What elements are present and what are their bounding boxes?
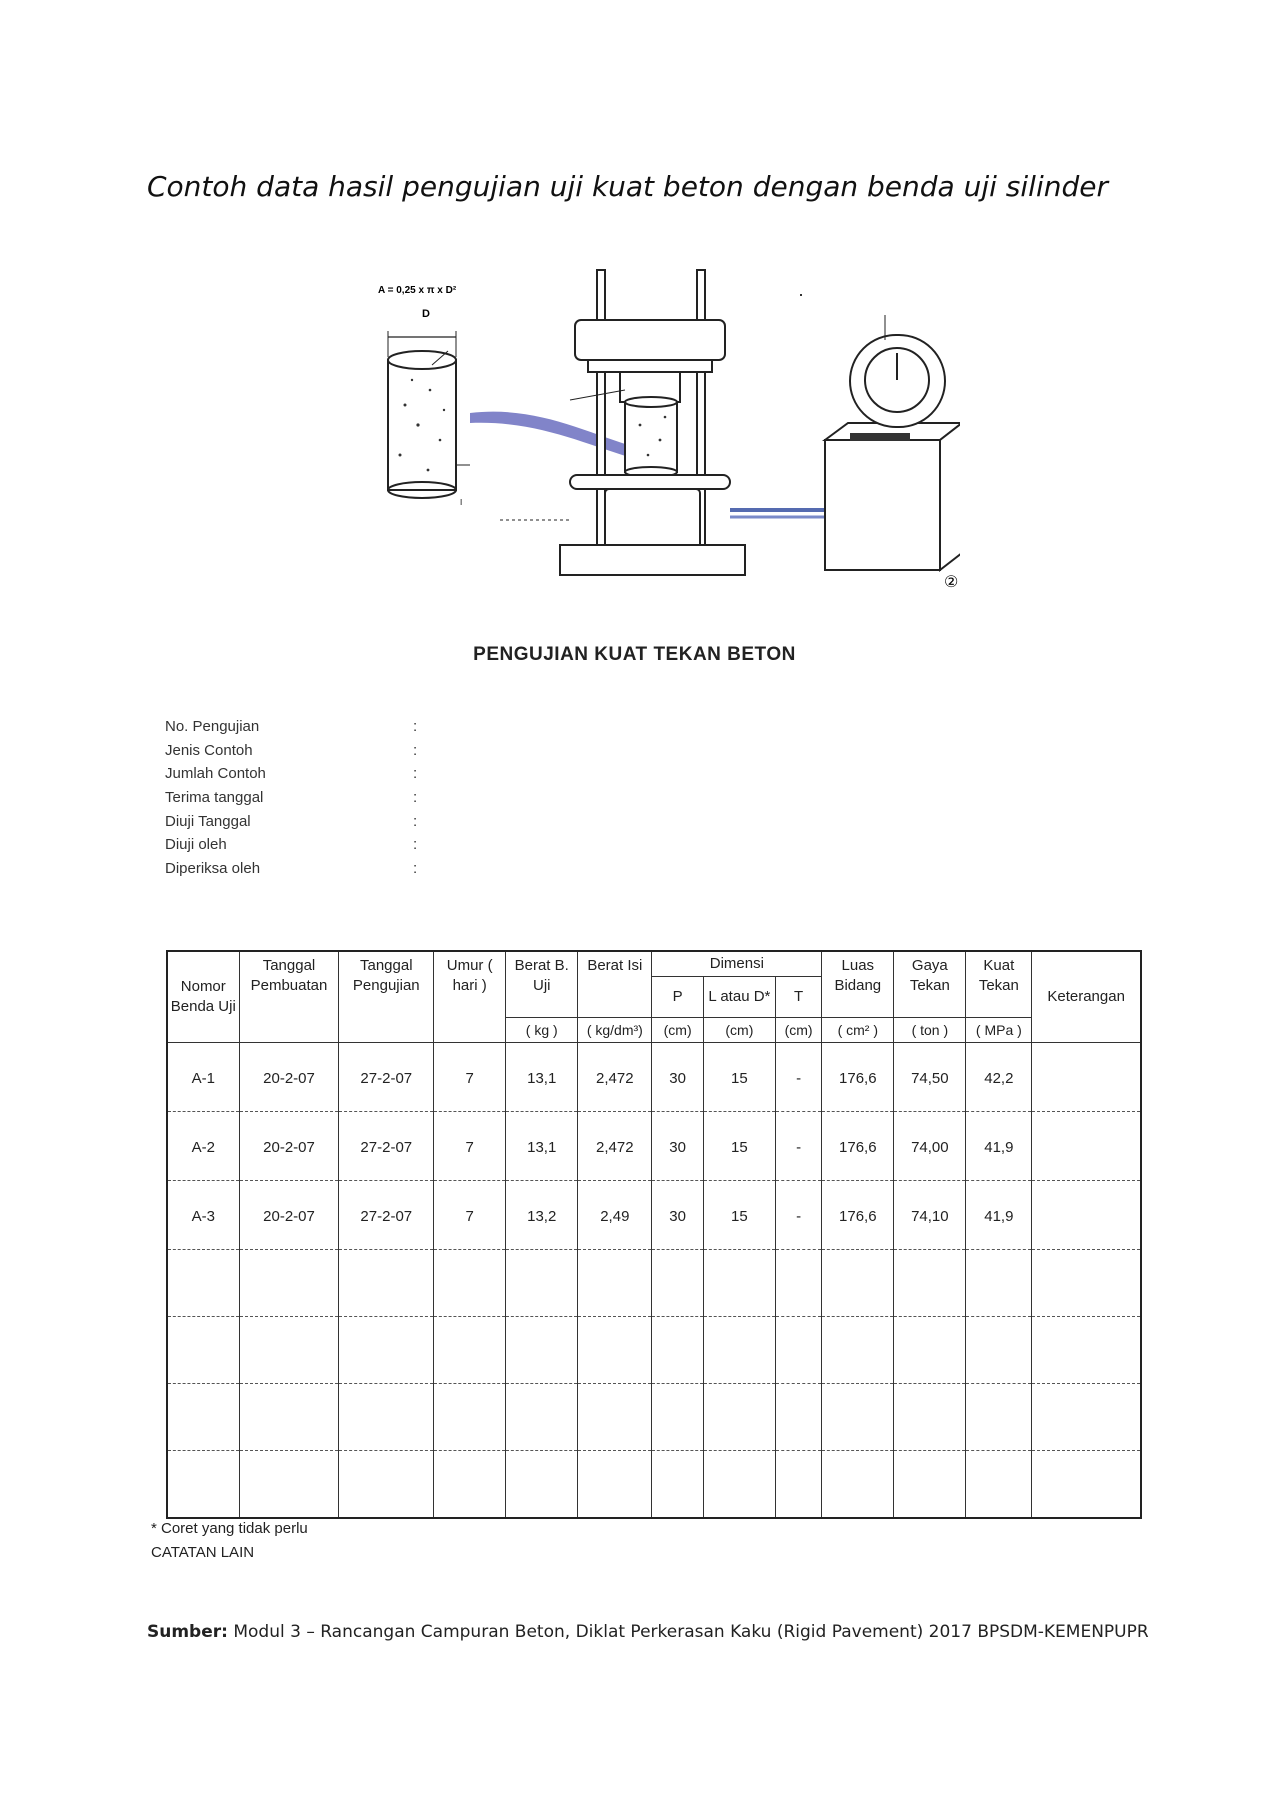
cell-berat-uji: 13,1 bbox=[506, 1043, 578, 1112]
unit-t: (cm) bbox=[775, 1018, 821, 1043]
unit-berat-uji: ( kg ) bbox=[506, 1018, 578, 1043]
cell-berat-isi: 2,472 bbox=[578, 1043, 652, 1112]
table-row-empty bbox=[167, 1451, 1141, 1519]
header-p: P bbox=[652, 977, 703, 1018]
field-jumlah-contoh: Jumlah Contoh : bbox=[165, 765, 418, 783]
cell-tgl-pembuatan: 20-2-07 bbox=[239, 1181, 339, 1250]
cell-t: - bbox=[775, 1181, 821, 1250]
cell-berat-uji: 13,1 bbox=[506, 1112, 578, 1181]
cell-gaya: 74,10 bbox=[894, 1181, 966, 1250]
cell-kuat: 42,2 bbox=[966, 1043, 1032, 1112]
cell-berat-uji: 13,2 bbox=[506, 1181, 578, 1250]
table-body bbox=[167, 1043, 1141, 1519]
cell-umur: 7 bbox=[434, 1181, 506, 1250]
page-caption: Contoh data hasil pengujian uji kuat beton dengan benda uji silinder bbox=[147, 170, 1108, 203]
cell-tgl-pengujian: 27-2-07 bbox=[339, 1043, 434, 1112]
cell-tgl-pembuatan: 20-2-07 bbox=[239, 1043, 339, 1112]
table-notes bbox=[151, 1520, 308, 1568]
diameter-label: D bbox=[422, 308, 430, 320]
unit-l-d: (cm) bbox=[703, 1018, 775, 1043]
header-tgl-pengujian: Tanggal Pengujian bbox=[339, 951, 434, 1043]
cell-luas: 176,6 bbox=[822, 1112, 894, 1181]
cell-l-d: 15 bbox=[703, 1043, 775, 1112]
field-terima-tanggal: Terima tanggal : bbox=[165, 789, 418, 807]
field-diuji-oleh: Diuji oleh : bbox=[165, 836, 418, 854]
field-diuji-tanggal: Diuji Tanggal : bbox=[165, 812, 418, 830]
unit-luas: ( cm² ) bbox=[822, 1018, 894, 1043]
cell-keterangan bbox=[1032, 1043, 1141, 1112]
cell-keterangan bbox=[1032, 1112, 1141, 1181]
source-label: Sumber: bbox=[147, 1622, 228, 1642]
area-formula: A = 0,25 x π x D² bbox=[378, 285, 457, 296]
note-coret: * Coret yang tidak perlu bbox=[151, 1520, 308, 1537]
cell-luas: 176,6 bbox=[822, 1181, 894, 1250]
unit-kuat: ( MPa ) bbox=[966, 1018, 1032, 1043]
field-no-pengujian: No. Pengujian : bbox=[165, 718, 418, 735]
cell-t: - bbox=[775, 1112, 821, 1181]
cell-kuat: 41,9 bbox=[966, 1181, 1032, 1250]
table-row-empty bbox=[167, 1317, 1141, 1384]
header-berat-uji: Berat B. Uji bbox=[506, 951, 578, 1018]
cell-p: 30 bbox=[652, 1112, 703, 1181]
cell-berat-isi: 2,49 bbox=[578, 1181, 652, 1250]
cell-p: 30 bbox=[652, 1043, 703, 1112]
cell-p: 30 bbox=[652, 1181, 703, 1250]
test-results-table-wrapper bbox=[166, 950, 1142, 1514]
header-dimensi: Dimensi bbox=[652, 951, 822, 977]
test-info-fields bbox=[165, 718, 425, 884]
cell-keterangan bbox=[1032, 1181, 1141, 1250]
cell-t: - bbox=[775, 1043, 821, 1112]
header-tgl-pembuatan: Tanggal Pembuatan bbox=[239, 951, 339, 1043]
table-row-empty bbox=[167, 1384, 1141, 1451]
unit-berat-isi: ( kg/dm³) bbox=[578, 1018, 652, 1043]
cylinder-specimen bbox=[388, 351, 456, 498]
cell-gaya: 74,50 bbox=[894, 1043, 966, 1112]
cell-tgl-pengujian: 27-2-07 bbox=[339, 1181, 434, 1250]
cell-umur: 7 bbox=[434, 1043, 506, 1112]
source-citation bbox=[147, 1622, 1149, 1642]
table-row bbox=[167, 1043, 1141, 1112]
header-gaya: Gaya Tekan bbox=[894, 951, 966, 1018]
cell-l-d: 15 bbox=[703, 1112, 775, 1181]
cell-berat-isi: 2,472 bbox=[578, 1112, 652, 1181]
header-luas: Luas Bidang bbox=[822, 951, 894, 1018]
table-row bbox=[167, 1181, 1141, 1250]
press-machine bbox=[560, 270, 745, 575]
cell-l-d: 15 bbox=[703, 1181, 775, 1250]
unit-p: (cm) bbox=[652, 1018, 703, 1043]
source-text: Modul 3 – Rancangan Campuran Beton, Diklat Perkerasan Kaku (Rigid Pavement) 2017 BPSDM-KEMENPUPR bbox=[227, 1622, 1149, 1642]
cell-nomor: A-3 bbox=[167, 1181, 239, 1250]
field-diperiksa-oleh: Diperiksa oleh : bbox=[165, 860, 418, 878]
cell-gaya: 74,00 bbox=[894, 1112, 966, 1181]
unit-gaya: ( ton ) bbox=[894, 1018, 966, 1043]
header-t: T bbox=[775, 977, 821, 1018]
header-berat-isi: Berat Isi bbox=[578, 951, 652, 1018]
cell-nomor: A-2 bbox=[167, 1112, 239, 1181]
compression-test-illustration bbox=[370, 265, 960, 600]
table-row bbox=[167, 1112, 1141, 1181]
header-nomor: Nomor Benda Uji bbox=[167, 951, 239, 1043]
test-results-table bbox=[166, 950, 1142, 1519]
header-kuat: Kuat Tekan bbox=[966, 951, 1032, 1018]
note-catatan-lain: CATATAN LAIN bbox=[151, 1544, 255, 1561]
header-umur: Umur ( hari ) bbox=[434, 951, 506, 1043]
cell-umur: 7 bbox=[434, 1112, 506, 1181]
cell-luas: 176,6 bbox=[822, 1043, 894, 1112]
hydraulic-console bbox=[825, 335, 960, 570]
field-jenis-contoh: Jenis Contoh : bbox=[165, 741, 418, 759]
cell-tgl-pembuatan: 20-2-07 bbox=[239, 1112, 339, 1181]
header-l-d: L atau D* bbox=[703, 977, 775, 1018]
header-keterangan: Keterangan bbox=[1032, 951, 1141, 1043]
cell-nomor: A-1 bbox=[167, 1043, 239, 1112]
svg-text:I: I bbox=[460, 498, 463, 507]
cell-tgl-pengujian: 27-2-07 bbox=[339, 1112, 434, 1181]
cell-kuat: 41,9 bbox=[966, 1112, 1032, 1181]
figure-title: PENGUJIAN KUAT TEKAN BETON bbox=[473, 644, 796, 665]
table-row-empty bbox=[167, 1250, 1141, 1317]
figure-number-mark: ② bbox=[944, 574, 959, 591]
